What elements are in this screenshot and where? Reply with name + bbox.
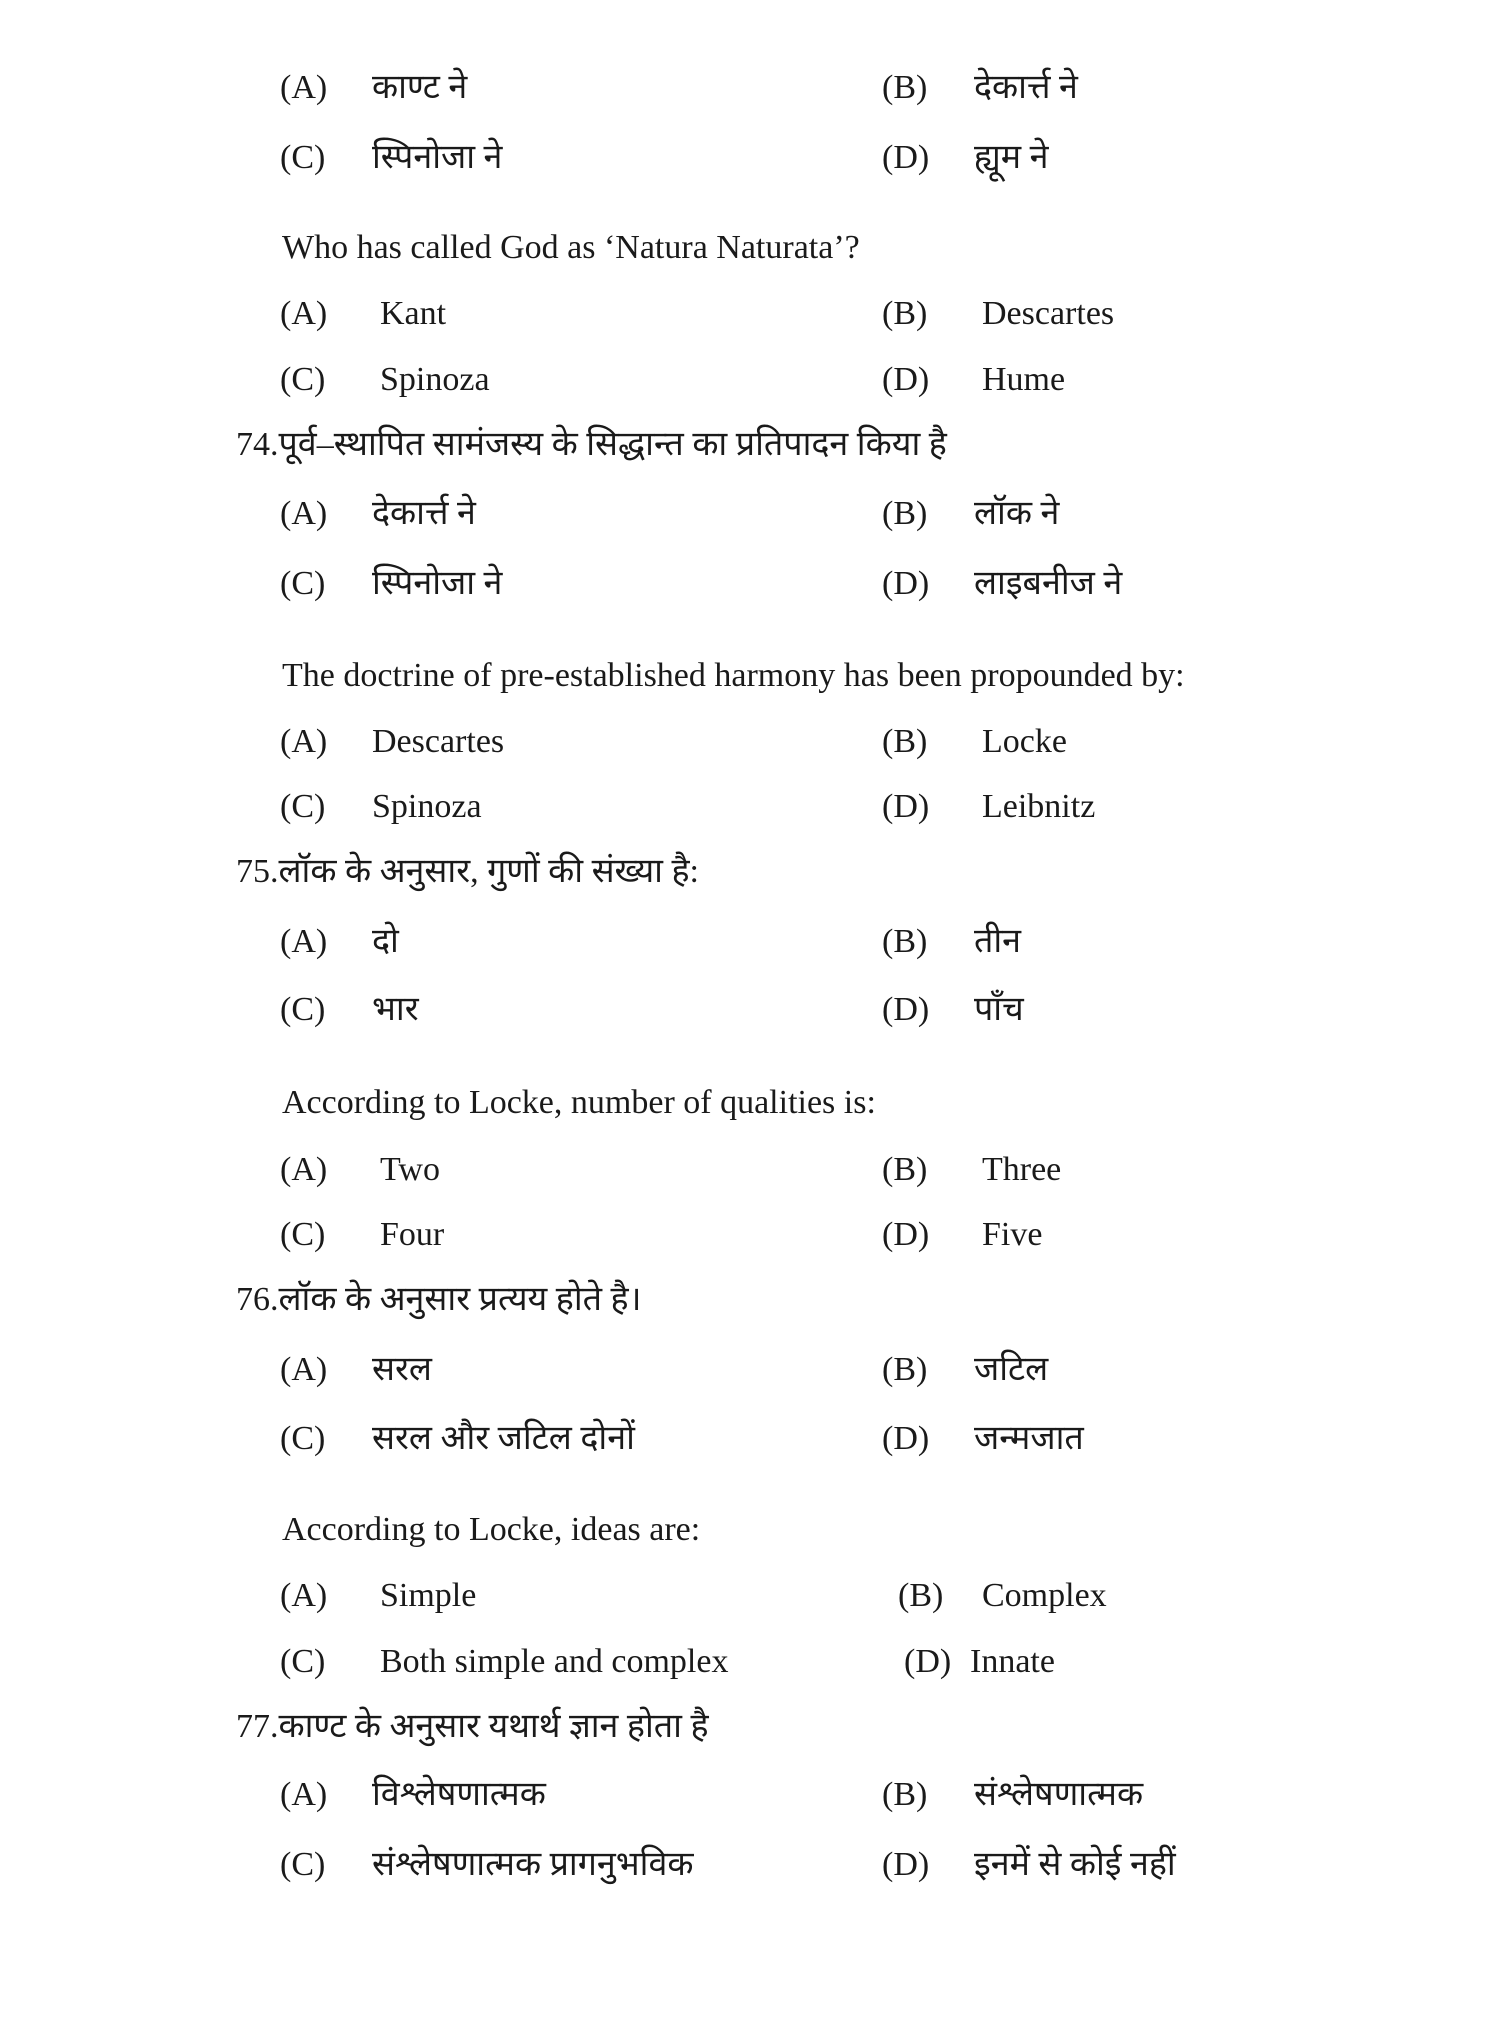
option-label: (D)	[882, 788, 930, 825]
option-text: सरल	[372, 1351, 432, 1388]
option-label: (C)	[280, 1216, 326, 1253]
option-a	[280, 1150, 440, 1190]
option-label: (A)	[280, 495, 328, 532]
question-text: 75.लॉक के अनुसार, गुणों की संख्या है:	[236, 853, 699, 890]
option-text: सरल और जटिल दोनों	[372, 1420, 635, 1457]
option-b	[898, 1576, 1107, 1616]
option-b	[882, 922, 1022, 962]
option-label: (C)	[280, 361, 326, 398]
option-text: लॉक ने	[974, 495, 1060, 532]
option-text: Four	[380, 1216, 445, 1253]
option-label: (C)	[280, 1846, 326, 1883]
option-text: पाँच	[974, 991, 1024, 1028]
question-text: 76.लॉक के अनुसार प्रत्यय होते है।	[236, 1281, 642, 1318]
option-text: Three	[982, 1151, 1062, 1188]
option-b	[882, 1150, 1062, 1190]
option-label: (B)	[882, 69, 928, 106]
option-label: (D)	[882, 991, 930, 1028]
option-label: (A)	[280, 69, 328, 106]
option-c	[280, 360, 490, 400]
option-c	[280, 1642, 729, 1682]
option-d	[882, 1215, 1043, 1255]
option-a	[280, 68, 468, 108]
question-text: 74.पूर्व–स्थापित सामंजस्य के सिद्धान्त का प्रतिपादन किया है	[236, 426, 947, 463]
option-d	[882, 1419, 1084, 1459]
option-label: (D)	[904, 1643, 952, 1680]
option-d	[882, 787, 1096, 827]
option-label: (D)	[882, 139, 930, 176]
option-a	[280, 922, 399, 962]
option-text: Two	[380, 1151, 440, 1188]
option-text: भार	[372, 991, 419, 1028]
option-b	[882, 68, 1078, 108]
option-text: देकार्त्त ने	[372, 495, 476, 532]
option-c	[280, 1419, 635, 1459]
option-label: (D)	[882, 361, 930, 398]
option-label: (B)	[882, 495, 928, 532]
option-a	[280, 1775, 546, 1815]
option-text: काण्ट ने	[372, 69, 468, 106]
option-c	[280, 990, 419, 1030]
option-text: संश्लेषणात्मक प्रागनुभविक	[372, 1846, 694, 1883]
question-text: According to Locke, ideas are:	[282, 1511, 701, 1548]
option-d	[904, 1642, 1055, 1682]
option-label: (C)	[280, 565, 326, 602]
option-text: जटिल	[974, 1351, 1049, 1388]
option-d	[882, 138, 1049, 178]
option-text: संश्लेषणात्मक	[974, 1776, 1144, 1813]
option-d	[882, 564, 1123, 604]
option-text: Spinoza	[372, 788, 482, 825]
option-text: Kant	[380, 295, 447, 332]
option-text: Spinoza	[380, 361, 490, 398]
option-d	[882, 990, 1024, 1030]
option-label: (A)	[280, 923, 328, 960]
option-label: (A)	[280, 723, 328, 760]
option-label: (B)	[882, 1151, 928, 1188]
option-text: Complex	[982, 1577, 1107, 1614]
option-c	[280, 564, 503, 604]
option-label: (D)	[882, 1846, 930, 1883]
option-label: (B)	[898, 1577, 944, 1614]
option-label: (C)	[280, 1643, 326, 1680]
option-text: इनमें से कोई नहीं	[974, 1846, 1176, 1883]
option-text: तीन	[974, 923, 1022, 960]
question-text: The doctrine of pre-established harmony has been propounded by:	[282, 657, 1185, 694]
option-text: स्पिनोजा ने	[372, 565, 503, 602]
question-text: 77.काण्ट के अनुसार यथार्थ ज्ञान होता है	[236, 1708, 709, 1745]
option-label: (C)	[280, 1420, 326, 1457]
option-label: (A)	[280, 1151, 328, 1188]
option-c	[280, 1845, 694, 1885]
option-text: विश्लेषणात्मक	[372, 1776, 546, 1813]
option-label: (D)	[882, 1420, 930, 1457]
option-text: स्पिनोजा ने	[372, 139, 503, 176]
option-text: दो	[372, 923, 399, 960]
option-a	[280, 294, 447, 334]
option-label: (A)	[280, 1351, 328, 1388]
question-text: Who has called God as ‘Natura Naturata’?	[282, 229, 860, 266]
option-b	[882, 1350, 1049, 1390]
option-label: (B)	[882, 923, 928, 960]
option-text: Descartes	[982, 295, 1115, 332]
question-text: According to Locke, number of qualities is:	[282, 1084, 876, 1121]
option-label: (B)	[882, 1351, 928, 1388]
option-a	[280, 494, 476, 534]
option-c	[280, 1215, 445, 1255]
option-label: (D)	[882, 565, 930, 602]
option-label: (A)	[280, 1776, 328, 1813]
option-a	[280, 1576, 477, 1616]
option-label: (C)	[280, 139, 326, 176]
option-label: (B)	[882, 723, 928, 760]
option-b	[882, 1775, 1144, 1815]
option-text: Five	[982, 1216, 1043, 1253]
option-d	[882, 1845, 1176, 1885]
option-text: जन्मजात	[974, 1420, 1084, 1457]
option-b	[882, 722, 1067, 762]
option-a	[280, 722, 505, 762]
option-label: (A)	[280, 1577, 328, 1614]
option-text: Both simple and complex	[380, 1643, 729, 1680]
option-b	[882, 294, 1115, 334]
option-text: Descartes	[372, 723, 505, 760]
option-text: लाइबनीज ने	[974, 565, 1123, 602]
option-text: Hume	[982, 361, 1066, 398]
option-label: (B)	[882, 1776, 928, 1813]
option-text: Innate	[970, 1643, 1055, 1680]
option-label: (A)	[280, 295, 328, 332]
option-c	[280, 138, 503, 178]
option-label: (B)	[882, 295, 928, 332]
option-text: ह्यूम ने	[974, 139, 1049, 176]
option-label: (D)	[882, 1216, 930, 1253]
option-label: (C)	[280, 991, 326, 1028]
option-text: Locke	[982, 723, 1067, 760]
option-text: देकार्त्त ने	[974, 69, 1078, 106]
option-b	[882, 494, 1060, 534]
option-text: Leibnitz	[982, 788, 1096, 825]
option-a	[280, 1350, 432, 1390]
option-c	[280, 787, 482, 827]
option-label: (C)	[280, 788, 326, 825]
option-text: Simple	[380, 1577, 477, 1614]
option-d	[882, 360, 1066, 400]
